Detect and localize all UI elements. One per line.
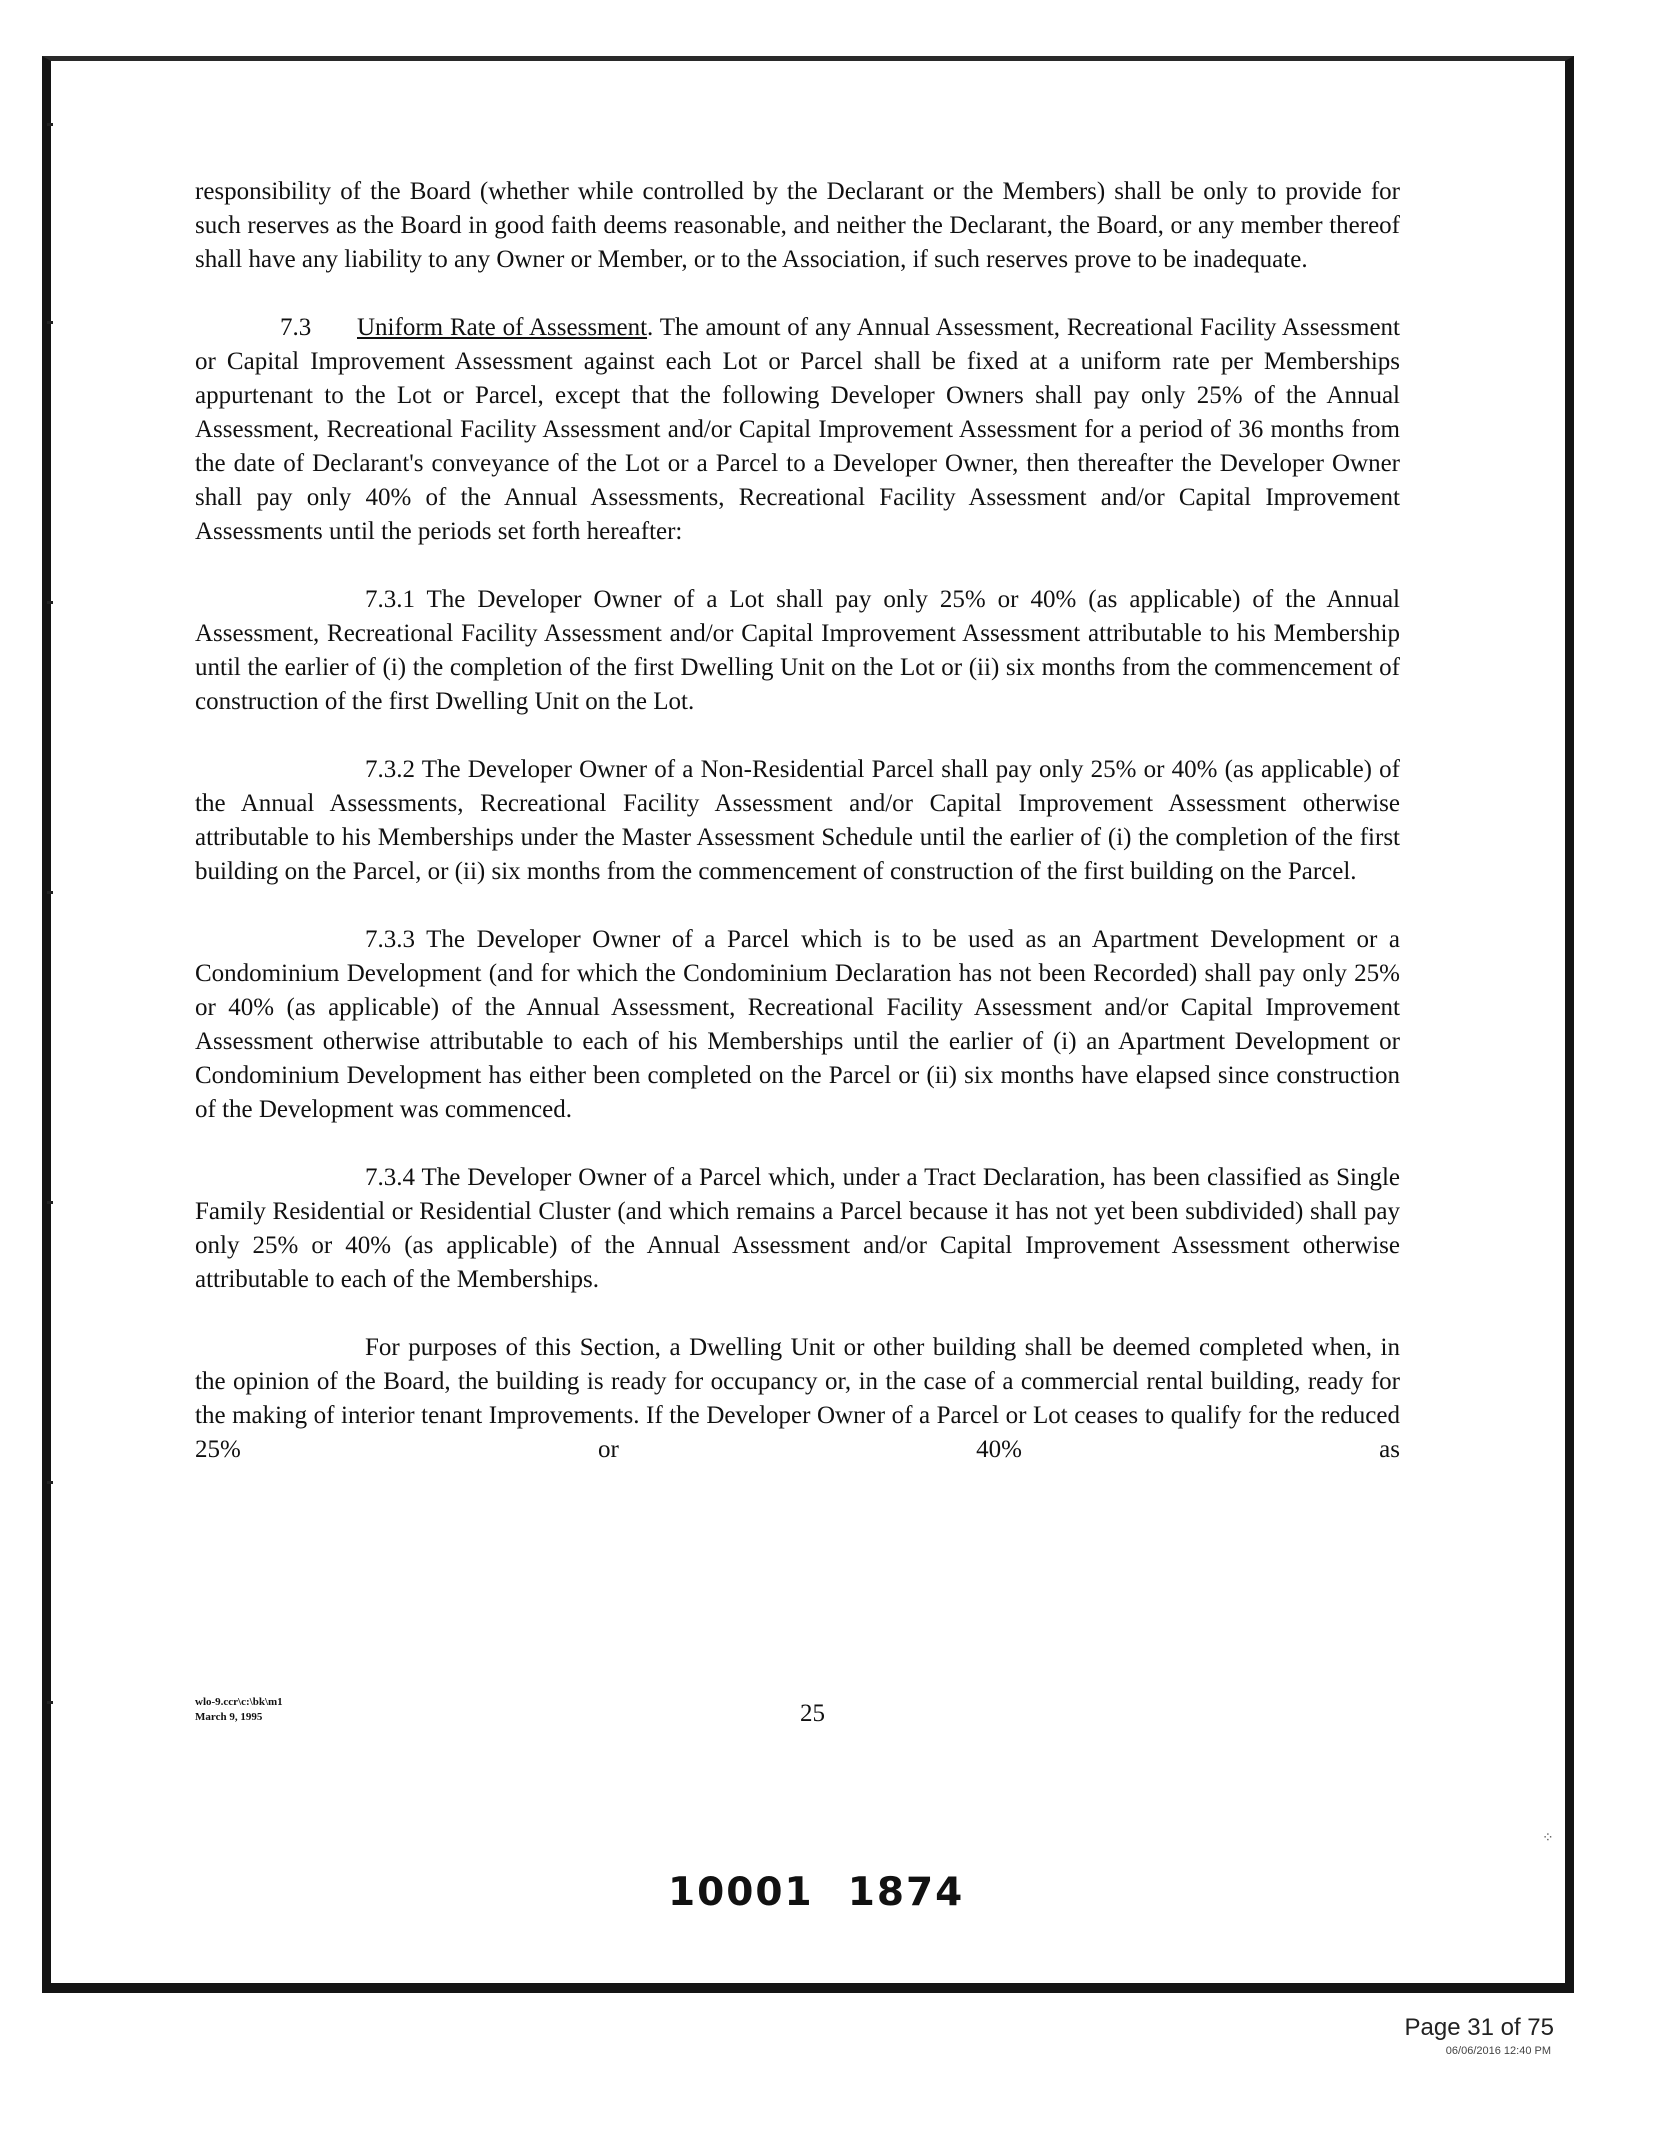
subsection-7-3-4: 7.3.4 The Developer Owner of a Parcel which, under a Tract Declaration, has been classified as Single Family Residential or Residential Cluster (and which remains a Parcel because it has not yet been subdivided) shall pay only 25% or 40% (as applicable) of the Annual Assessment and/or Capital Improvement Assessment otherwise attributable to each of the Memberships.	[195, 1164, 1400, 1293]
scan-artifact	[47, 1481, 53, 1484]
page-number: 25	[800, 1700, 825, 1727]
scan-artifact	[47, 891, 53, 894]
paragraph-completion: For purposes of this Section, a Dwelling Unit or other building shall be deemed completed when, in the opinion of the Board, the building is ready for occupancy or, in the case of a commercial rental building, ready for the making of interior tenant Improvements. If the Developer Owner of a Parcel or Lot ceases to qualify for the reduced 25% or 40% as	[195, 1334, 1400, 1463]
scan-mark-icon: ⁘	[1542, 1831, 1554, 1846]
section-text: . The amount of any Annual Assessment, Recreational Facility Assessment or Capital Improvement Assessment against each Lot or Parcel shall be fixed at a uniform rate per Memberships appurtenant to the Lot or Parcel, except that the following Developer Owners shall pay only 25% of the Annual Assessment, Recreational Facility Assessment and/or Capital Improvement Assessment for a period of 36 months from the date of Declarant's conveyance of the Lot or a Parcel to a Developer Owner, then thereafter the Developer Owner shall pay only 40% of the Annual Assessments, Recreational Facility Assessment and/or Capital Improvement Assessments until the periods set forth hereafter:	[195, 314, 1400, 545]
section-number: 7.3	[280, 314, 312, 341]
subsection-7-3-2: 7.3.2 The Developer Owner of a Non-Residential Parcel shall pay only 25% or 40% (as applicable) of the Annual Assessments, Recreational Facility Assessment and/or Capital Improvement Assessment otherwise attributable to his Memberships under the Master Assessment Schedule until the earlier of (i) the completion of the first building on the Parcel, or (ii) six months from the commencement of construction of the first building on the Parcel.	[195, 756, 1400, 885]
scan-artifact	[47, 601, 53, 604]
scan-artifact	[47, 123, 53, 126]
document-body	[195, 175, 1400, 1467]
footer-date: March 9, 1995	[195, 1711, 263, 1723]
section-7-3	[195, 311, 1400, 549]
stamp-book: 10001	[668, 1870, 814, 1915]
stamp-page: 1874	[847, 1870, 965, 1915]
scan-artifact	[47, 1201, 53, 1204]
section-title: Uniform Rate of Assessment	[357, 314, 648, 341]
viewer-timestamp: 06/06/2016 12:40 PM	[1445, 2045, 1551, 2057]
paragraph-reserves: responsibility of the Board (whether while controlled by the Declarant or the Members) shall be only to provide for such reserves as the Board in good faith deems reasonable, and neither the Declarant, the Board, or any member thereof shall have any liability to any Owner or Member, or to the Association, if such reserves prove to be inadequate.	[195, 178, 1400, 273]
recording-stamp	[668, 1870, 964, 1915]
subsection-7-3-3: 7.3.3 The Developer Owner of a Parcel which is to be used as an Apartment Development or a Condominium Development (and for which the Condominium Declaration has not been Recorded) shall pay only 25% or 40% (as applicable) of the Annual Assessment, Recreational Facility Assessment and/or Capital Improvement Assessment otherwise attributable to each of his Memberships until the earlier of (i) an Apartment Development or Condominium Development has either been completed on the Parcel or (ii) six months have elapsed since construction of the Development was commenced.	[195, 926, 1400, 1123]
footer-file: wlo-9.ccr\c:\bk\m1	[195, 1696, 283, 1708]
scan-artifact	[47, 1701, 53, 1704]
footer-file-info	[195, 1695, 283, 1725]
viewer-page-label: Page 31 of 75	[1404, 2014, 1554, 2041]
scan-artifact	[47, 321, 53, 324]
subsection-7-3-1: 7.3.1 The Developer Owner of a Lot shall pay only 25% or 40% (as applicable) of the Annual Assessment, Recreational Facility Assessment and/or Capital Improvement Assessment attributable to his Membership until the earlier of (i) the completion of the first Dwelling Unit on the Lot or (ii) six months from the commencement of construction of the first Dwelling Unit on the Lot.	[195, 586, 1400, 715]
